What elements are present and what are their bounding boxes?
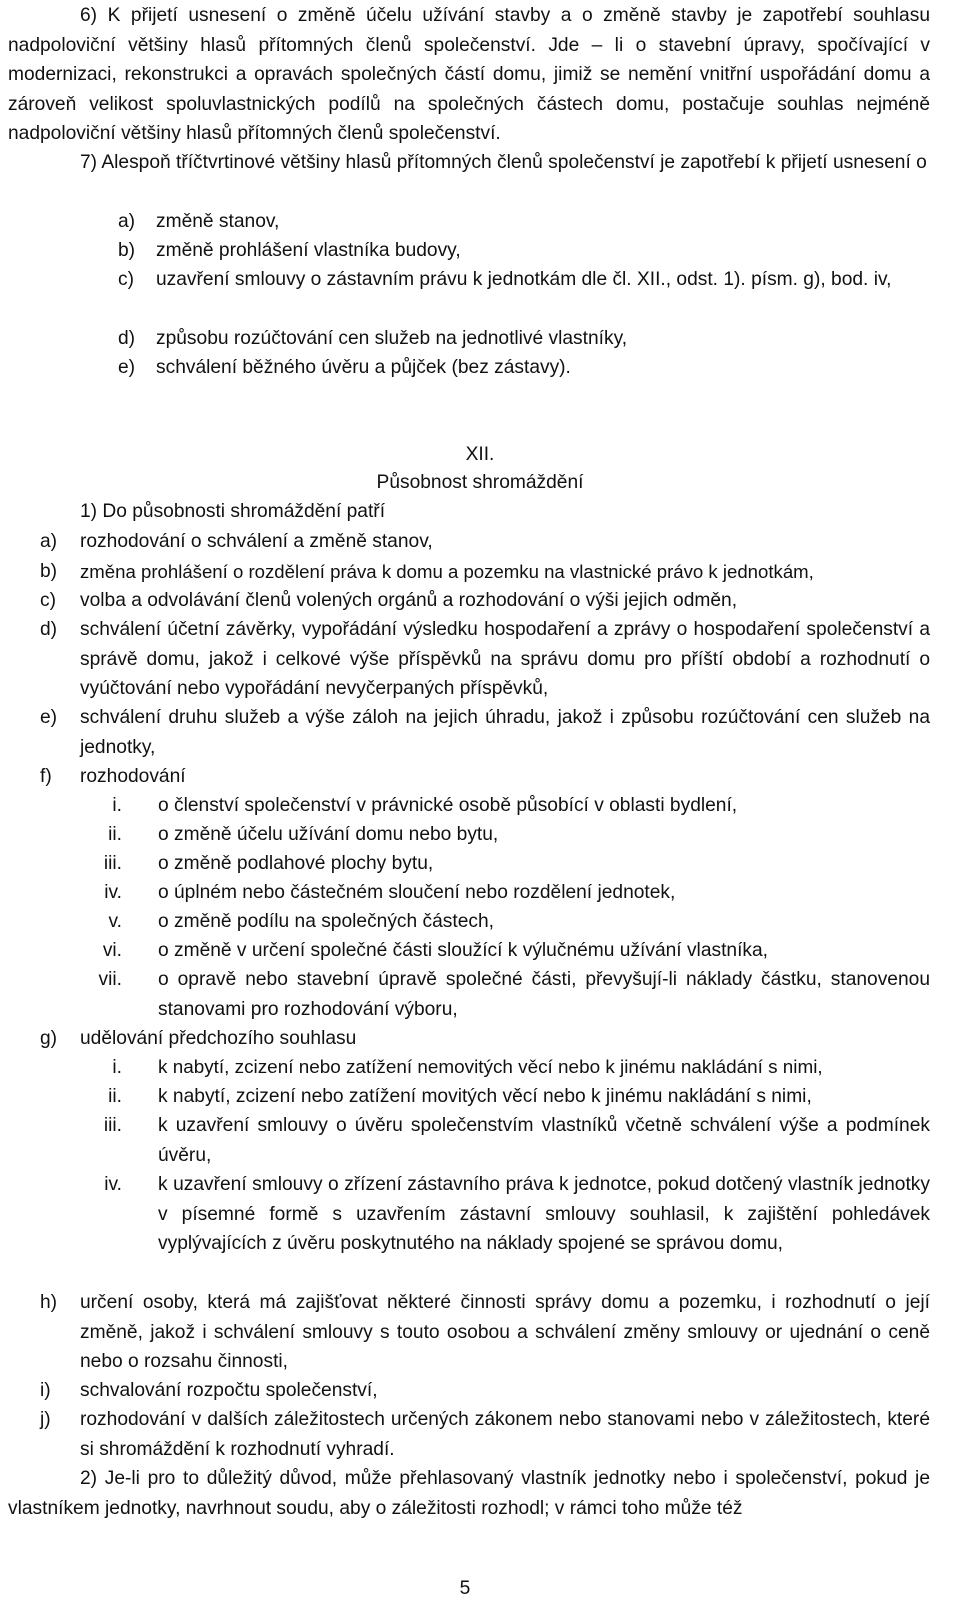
list-marker: v. <box>108 911 122 932</box>
list-marker: b) <box>40 561 58 582</box>
list-marker: iii. <box>103 853 122 874</box>
list-item <box>40 557 930 587</box>
list-text: k uzavření smlouvy o zřízení zástavního práva k jednotce, pokud dotčený vlastník jednotky v písemné formě s uzavřením zástavní smlouvy souhlasil, k zajištění pohledávek vyplývajících z úvěru poskytnutého na náklady spojené se správou domu, <box>158 1174 930 1254</box>
list-item <box>118 353 930 383</box>
list-text: rozhodování o schválení a změně stanov, <box>80 531 433 552</box>
list-item <box>118 324 930 354</box>
sub-list-item <box>80 820 930 850</box>
list-item <box>40 762 930 792</box>
list-text: o změně podlahové plochy bytu, <box>158 853 434 874</box>
list-text: o změně v určení společné části sloužící k výlučnému užívání vlastníka, <box>158 940 769 961</box>
sub-list-item <box>80 878 930 908</box>
list-text: volba a odvolávání členů volených orgánů a rozhodování o výši jejich odměn, <box>80 590 738 611</box>
list-marker: a) <box>118 211 136 232</box>
list-marker: iii. <box>103 1115 122 1136</box>
sub-list-item <box>80 1082 930 1112</box>
list-marker: vi. <box>102 940 122 961</box>
paragraph-6: 6) K přijetí usnesení o změně účelu užívání stavby a o změně stavby je zapotřebí souhlasu nadpoloviční většiny hlasů přítomných členů společenství. Jde – li o stavební úpravy, spočívající v modernizaci, rekonstrukci a opravách společných částí domu, jimiž se nemění vnitřní uspořádání domu a zároveň velikost spoluvlastnických podílů na společných částech domu, postačuje souhlas nejméně nadpoloviční většiny hlasů přítomných členů společenství. <box>8 5 930 144</box>
list-text: udělování předchozího souhlasu <box>80 1028 357 1049</box>
list-text: schvalování rozpočtu společenství, <box>80 1380 378 1401</box>
sub-list-item <box>80 1170 930 1259</box>
sub-list-item <box>80 907 930 937</box>
list-item <box>40 1376 930 1406</box>
list-text: o opravě nebo stavební úpravě společné části, převyšují-li náklady částku, stanovenou stanovami pro rozhodování výboru, <box>158 969 930 1020</box>
section-number: XII. <box>465 444 495 465</box>
sub-list-item <box>80 1111 930 1170</box>
list-text: k nabytí, zcizení nebo zatížení movitých věcí nebo k jinému nakládání s nimi, <box>158 1086 812 1107</box>
list-marker: i) <box>40 1380 51 1401</box>
list-marker: iv. <box>104 882 122 903</box>
sub-list-item <box>80 936 930 966</box>
list-text: změně stanov, <box>156 211 280 232</box>
list-text: rozhodování v dalších záležitostech určených zákonem nebo stanovami nebo v záležitostech, které si shromáždění k rozhodnutí vyhradí. <box>80 1409 930 1460</box>
list-marker: d) <box>40 619 58 640</box>
list-marker: h) <box>40 1292 58 1313</box>
list-text: k uzavření smlouvy o úvěru společenstvím vlastníků včetně schválení výše a podmínek úvěru, <box>158 1115 930 1166</box>
list-marker: e) <box>40 707 58 728</box>
list-marker: iv. <box>104 1174 122 1195</box>
list-item <box>40 1288 930 1377</box>
list-marker: c) <box>118 269 134 290</box>
list-text: o úplném nebo částečném sloučení nebo rozdělení jednotek, <box>158 882 676 903</box>
list-text: uzavření smlouvy o zástavním právu k jednotkám dle čl. XII., odst. 1). písm. g), bod. iv, <box>156 269 892 290</box>
list-text: o změně účelu užívání domu nebo bytu, <box>158 824 499 845</box>
paragraph-7: 7) Alespoň tříčtvrtinové většiny hlasů přítomných členů společenství je zapotřebí k přijetí usnesení o <box>80 152 927 173</box>
list-marker: b) <box>118 240 136 261</box>
section-title: Působnost shromáždění <box>376 472 584 493</box>
list-item <box>40 1405 930 1464</box>
list-marker: e) <box>118 357 136 378</box>
paragraph-2: 2) Je-li pro to důležitý důvod, může přehlasovaný vlastník jednotky nebo i společenství, pokud je vlastníkem jednotky, navrhnout soudu, aby o záležitosti rozhodl; v rámci toho může též <box>8 1468 930 1519</box>
list-text: způsobu rozúčtování cen služeb na jednotlivé vlastníky, <box>156 328 628 349</box>
list-marker: f) <box>40 766 52 787</box>
list-marker: vii. <box>98 969 122 990</box>
list-item <box>40 527 930 557</box>
list-marker: d) <box>118 328 136 349</box>
section-intro: 1) Do působnosti shromáždění patří <box>80 501 386 522</box>
list-text: schválení běžného úvěru a půjček (bez zástavy). <box>156 357 571 378</box>
list-text: k nabytí, zcizení nebo zatížení nemovitých věcí nebo k jinému nakládání s nimi, <box>158 1057 823 1078</box>
list-text: změna prohlášení o rozdělení práva k domu a pozemku na vlastnické právo k jednotkám, <box>80 561 814 582</box>
list-marker: g) <box>40 1028 58 1049</box>
sub-list-item <box>80 791 930 821</box>
list-item <box>118 236 930 266</box>
list-text: určení osoby, která má zajišťovat některé činnosti správy domu a pozemku, i rozhodnutí o její změně, jakož i schválení smlouvy s touto osobou a schválení změny smlouvy or ujednání o ceně nebo o rozsahu činnosti, <box>80 1292 930 1372</box>
list-text: o členství společenství v právnické osobě působící v oblasti bydlení, <box>158 795 738 816</box>
sub-list-item <box>80 849 930 879</box>
list-marker: j) <box>40 1409 51 1430</box>
list-marker: c) <box>40 590 56 611</box>
page-number: 5 <box>459 1578 471 1599</box>
list-marker: ii. <box>108 824 122 845</box>
list-text: o změně podílu na společných částech, <box>158 911 494 932</box>
sub-list-item <box>80 965 930 1024</box>
list-item <box>40 1024 930 1054</box>
list-marker: ii. <box>108 1086 122 1107</box>
list-marker: a) <box>40 531 58 552</box>
list-item <box>40 586 930 616</box>
sub-list-item <box>80 1053 930 1083</box>
list-text: schválení účetní závěrky, vypořádání výsledku hospodaření a zprávy o hospodaření společenství a správě domu, jakož i celkové výše příspěvků na správu domu pro příští období a rozhodnutí o vyúčtování nebo vypořádání nevyčerpaných příspěvků, <box>80 619 930 699</box>
list-text: změně prohlášení vlastníka budovy, <box>156 240 461 261</box>
list-text: rozhodování <box>80 766 186 787</box>
list-marker: i. <box>112 795 122 816</box>
list-text: schválení druhu služeb a výše záloh na jejich úhradu, jakož i způsobu rozúčtování cen služeb na jednotky, <box>80 707 930 758</box>
list-marker: i. <box>112 1057 122 1078</box>
list-item <box>40 615 930 704</box>
list-item <box>40 703 930 762</box>
list-item <box>118 265 930 295</box>
list-item <box>118 207 930 237</box>
